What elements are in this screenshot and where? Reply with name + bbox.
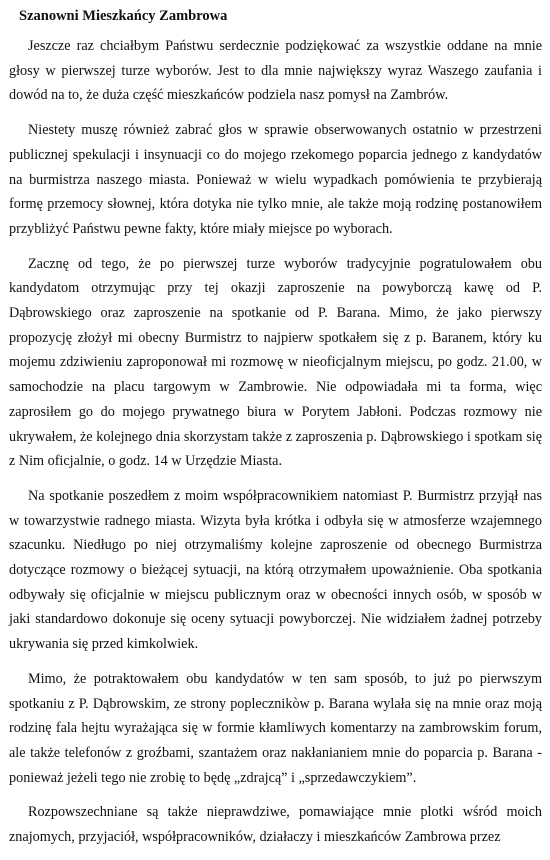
paragraph-thanks: Jeszcze raz chciałbym Państwu serdecznie podziękować za wszystkie oddane na mnie głosy w pierwszej turze wyborów. Jest to dla mnie największy wyraz Waszego zaufania i dowód na to, że duża część mieszkańców podziela nasz pomysł na Zambrów. <box>9 38 542 104</box>
paragraph-speculation: Niestety muszę również zabrać głos w sprawie obserwowanych ostatnio w przestrzeni publicznej spekulacji i insynuacji co do mojego rzekomego poparcia jednego z kandydatów na burmistrza naszego miasta. Ponieważ w wielu wypadkach pomówienia te przybierają formę przemocy słownej, która dotyka nie tylko mnie, ale także moją rodzinę postanowiłem przybliżyć Państwu pewne fakty, które miały miejsce po wyborach. <box>9 122 542 237</box>
paragraph-official-meeting: Na spotkanie poszedłem z moim współpracownikiem natomiast P. Burmistrz przyjął nas w towarzystwie radnego miasta. Wizyta była krótka i odbyła się w atmosferze wzajemnego szacunku. Niedługo po niej otrzymaliśmy kolejne zaproszenie od obecnego Burmistrza dotyczące rozmowy o bieżącej sytuacji, na którą otrzymałem upoważnienie. Oba spotkania odbywały się oficjalnie w miejscu publicznym oraz w obecności innych osób, w sposób w jaki standardowo dokonuje się oceny sytuacji powyborczej. Nie widziałem żadnej potrzeby ukrywania się przed kimkolwiek. <box>9 487 542 653</box>
letter-title: Szanowni Mieszkańcy Zambrowa <box>19 8 228 24</box>
letter-page <box>9 4 542 860</box>
paragraph-hate: Mimo, że potraktowałem obu kandydatów w ten sam sposób, to już po pierwszym spotkaniu z P. Dąbrowskim, ze strony poplecznikòw p. Barana wylała się na mnie oraz moją rodzinę fala hejtu wyrażająca się w formie kłamliwych komentarzy na zambrowskim forum, ale także telefonów z groźbami, szantażem oraz nakłanianiem mnie do poparcia p. Barana - ponieważ jeżeli tego nie zrobię to będę „zdrajcą” i „sprzedawczykiem”. <box>9 670 542 786</box>
paragraph-meetings: Zacznę od tego, że po pierwszej turze wyborów tradycyjnie pogratulowałem obu kandydatom otrzymując przy tej okazji zaproszenie na powyborczą kawę od P. Dąbrowskiego oraz zaproszenie na spotkanie od P. Barana. Mimo, że jako pierwszy propozycję złożył mi obecny Burmistrz to najpierw spotkałem się z p. Baranem, który ku mojemu zdziwieniu zaproponował mi rozmowę w nieoficjalnym miejscu, po godz. 21.00, w samochodzie na placu targowym w Zambrowie. Nie odpowiadała mi ta forma, więc zaprosiłem go do mojego prywatnego biura w Porytem Jabłoni. Podczas rozmowy nie ukrywałem, że kolejnego dnia skorzystam także z zaproszenia p. Dąbrowskiego i spotkam się z Nim oficjalnie, o godz. 14 w Urzędzie Miasta. <box>9 255 542 470</box>
paragraph-rumors: Rozpowszechniane są także nieprawdziwe, pomawiające mnie plotki wśród moich znajomych, przyjaciół, współpracowników, działaczy i mieszkańców Zambrowa przez <box>9 804 542 846</box>
